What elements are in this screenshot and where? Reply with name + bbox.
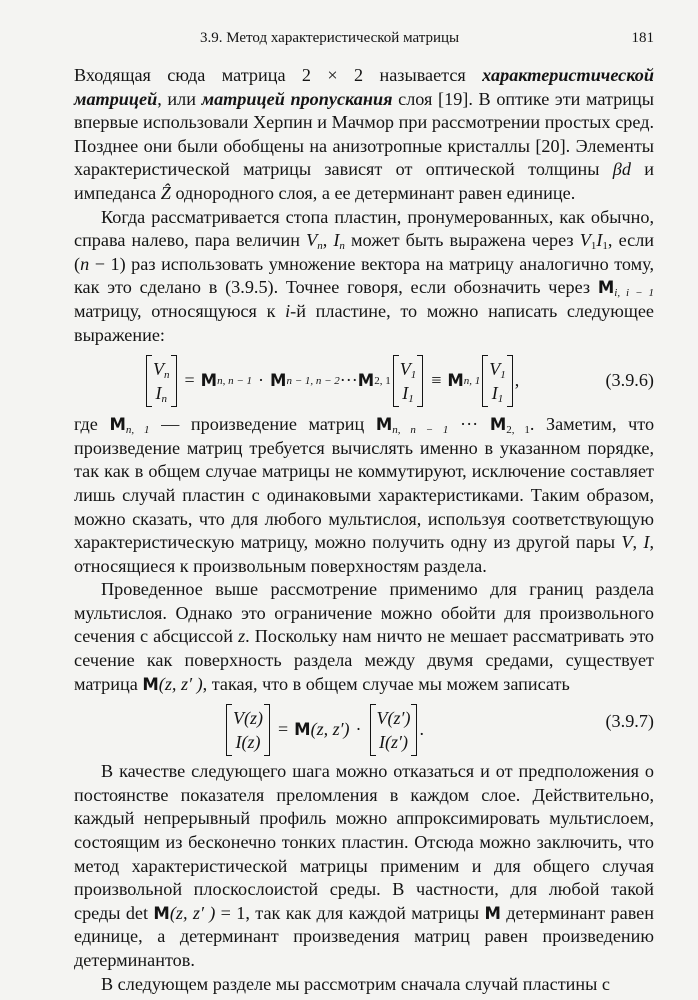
section-title: 3.9. Метод характеристической матрицы <box>200 30 460 46</box>
page-number: 181 <box>631 30 654 46</box>
paragraph-6: В следующем разделе мы рассмотрим сначала случай пластины с <box>101 973 610 994</box>
vector-v1-i1: $V_1$ $I_1$ <box>393 355 424 407</box>
equation-3-9-7: V(z) I(z) = M (z, z′) · V(z′) I(z′) . (3.9.7) <box>74 700 654 758</box>
running-header <box>74 30 654 50</box>
paragraph-2: Когда рассматривается стопа пластин, пронумерованных, как обычно, справа налево, пара величин $V_n$, $I_n$ может быть выражена через $V_1I_1$, если (n − 1) раз использовать умножение вектора на матрицу аналогично тому, как это сделано в (3.9.5). Точнее говоря, если обозначить через $M_{i, i - 1}$ матрицу, относящуюся к i-й пластине, то можно написать следующее выражение: <box>74 206 654 345</box>
vector-v1-i1-result: $V_1$ $I_1$ <box>482 355 513 407</box>
equation-3-9-6: $V_n$ $I_n$ = M n, n − 1 · M n − 1, n − 2 ··· M 2, 1 $V_1$ $I_1$ ≡ M n, 1 $V_1$ $I_1$ , (3.9.6) <box>74 351 654 411</box>
paragraph-1: Входящая сюда матрица 2 × 2 называется характеристической матрицей, или матрицей пропускания слоя [19]. В оптике эти матрицы впервые использовали Херпин и Мачмор при рассмотрении простых сред. Позднее они были обобщены на анизотропные кристаллы [20]. Элементы характеристической матрицы зависят от оптической толщины βd и импеданса Ẑ однородного слоя, а ее детерминант равен единице. <box>74 65 654 203</box>
equation-number-3-9-7: (3.9.7) <box>605 711 654 732</box>
page-body <box>74 64 654 996</box>
vector-vz-prime-iz-prime: V(z′) I(z′) <box>370 704 418 756</box>
vector-vn-in: $V_n$ $I_n$ <box>146 355 177 407</box>
paragraph-4: Проведенное выше рассмотрение применимо для границ раздела мультислоя. Однако это ограничение можно обойти для произвольного сечения с абсциссой z. Поскольку нам ничто не мешает рассматривать это сечение как поверхность раздела между двумя средами, существует матрица M(z, z′ ), такая, что в общем случае мы можем записать <box>74 579 654 694</box>
paragraph-3: где $M_{n, 1}$ — произведение матриц $M_{n, n - 1}$ ··· $M_{2, 1}$. Заметим, что произведение матриц требуется вычислять именно в указанном порядке, так как в общем случае матрицы не коммутируют, исключение составляет лишь случай пластин с одинаковыми характеристиками. Таким образом, можно сказать, что для любого мультислоя, используя соответствующую характеристическую матрицу, можно получить одну из другой пары V, I, относящиеся к произвольным поверхностям раздела. <box>74 414 655 576</box>
term-transmission-matrix: матрицей пропускания <box>201 88 393 109</box>
term-characteristic-matrix: характеристической матрицей <box>74 65 654 109</box>
vector-vz-iz: V(z) I(z) <box>226 704 270 756</box>
paragraph-5: В качестве следующего шага можно отказаться и от предположения о постоянстве показателя преломления в каждом слое. Действительно, каждый непрерывный профиль можно аппроксимировать мультислоем, состоящим из бесконечно тонких пластин. Отсюда можно заключить, что метод характеристической матрицы применим и для общего случая произвольной плоскослоистой среды. В частности, для любой такой среды det M(z, z′ ) = 1, так как для каждой матрицы M детерминант равен единице, а детерминант произведения матриц равен произведению детерминантов. <box>74 761 654 970</box>
equation-number-3-9-6: (3.9.6) <box>605 370 654 391</box>
